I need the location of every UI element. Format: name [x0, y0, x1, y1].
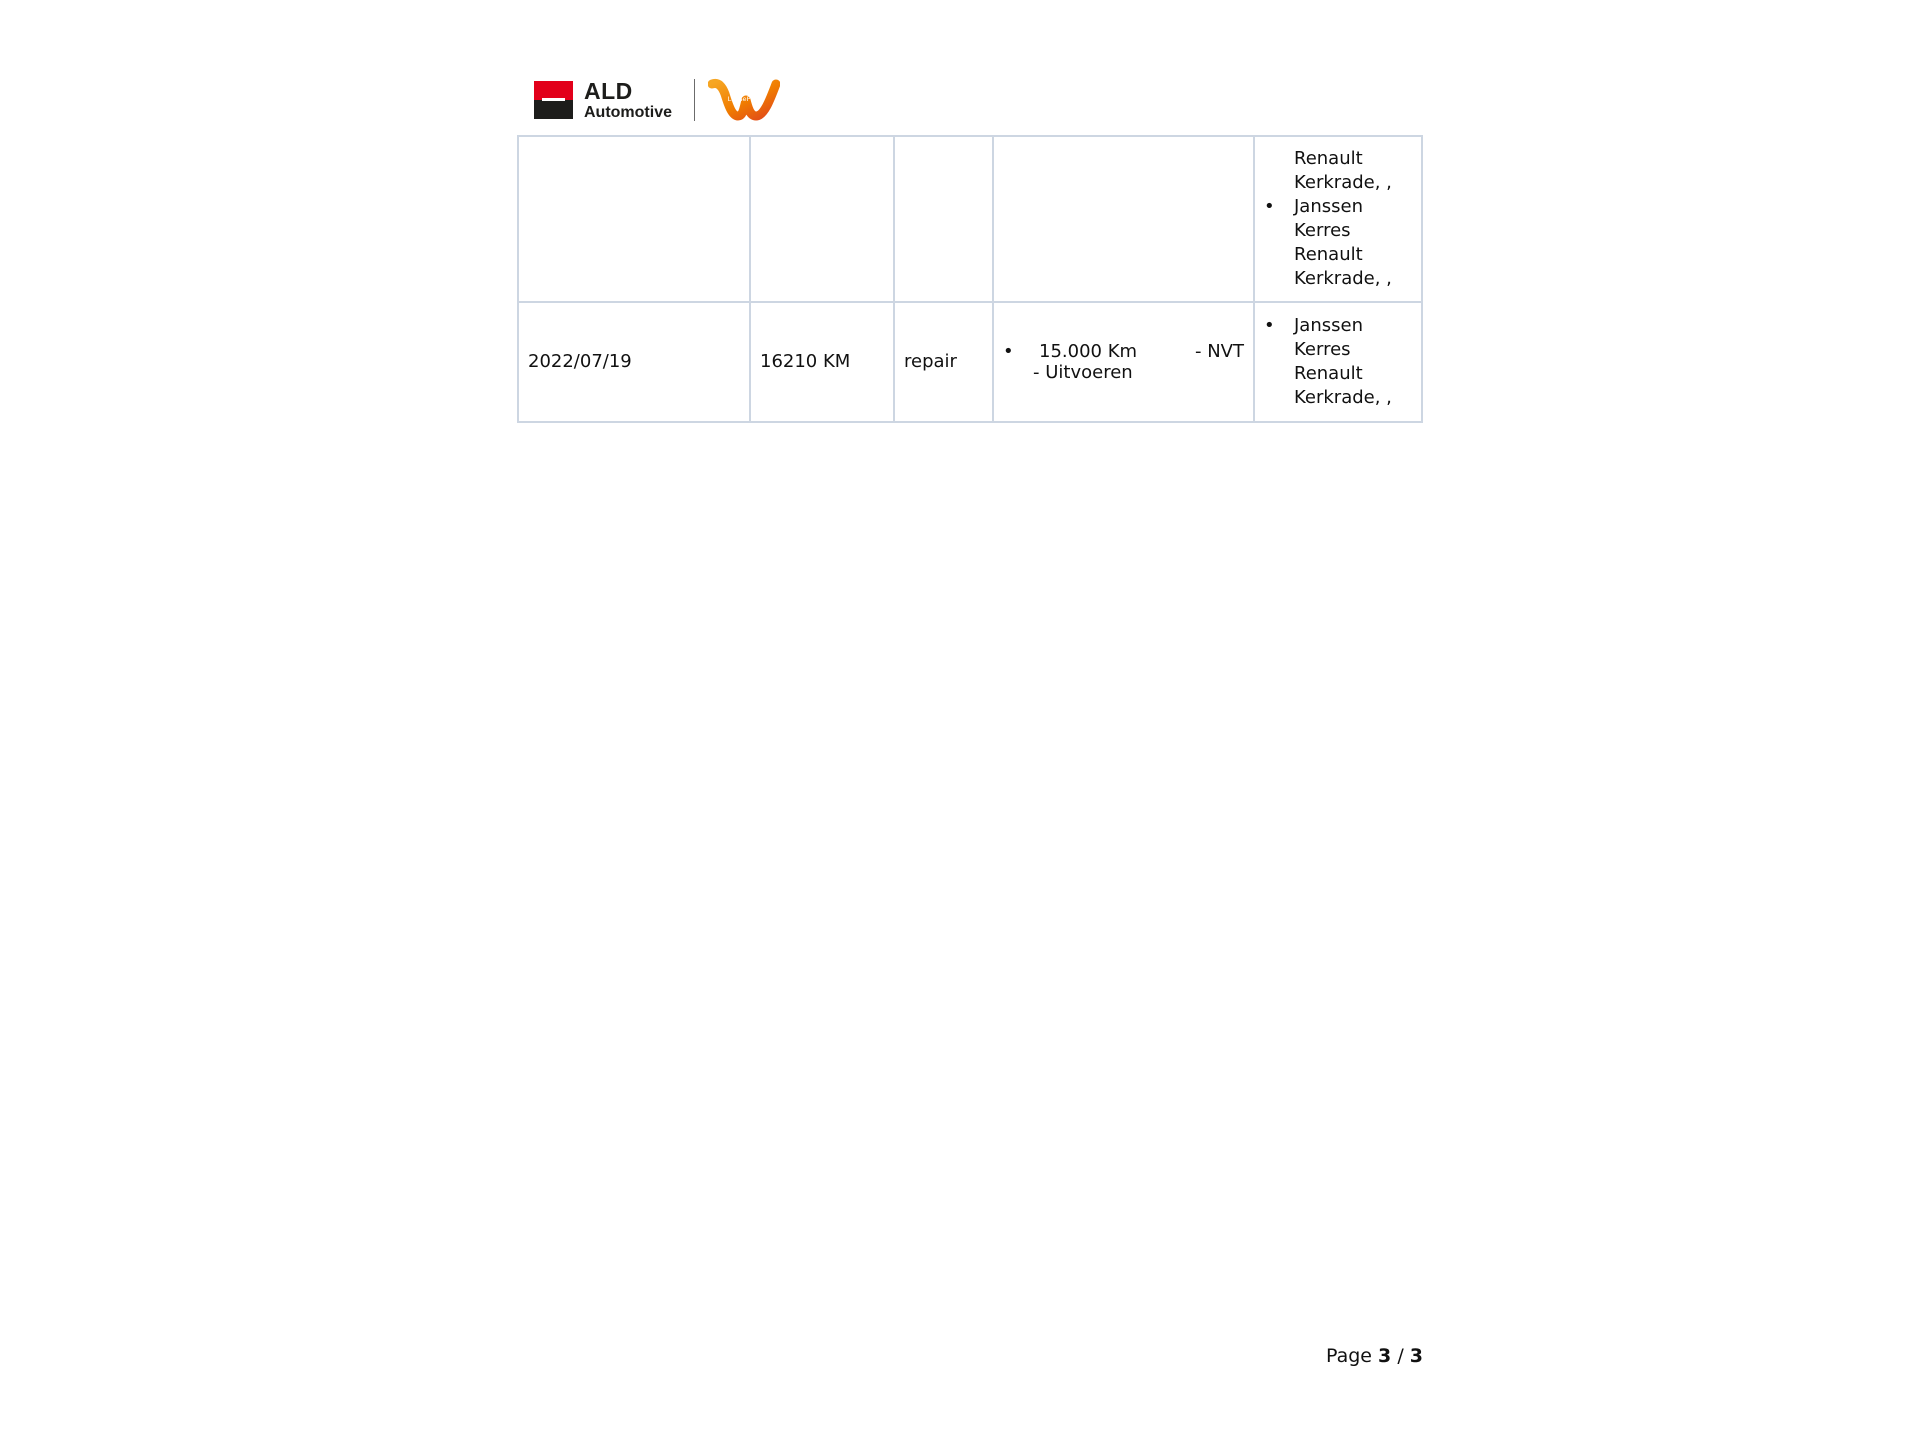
table-row	[518, 136, 1422, 302]
dealer-cell	[1254, 136, 1422, 302]
dealer-line: Renault Kerkrade, ,	[1294, 148, 1392, 193]
leaseplan-logo-text: LeasePlan	[727, 95, 761, 103]
work-item	[1003, 340, 1244, 384]
work-status: - NVT	[1195, 341, 1244, 362]
dealer-line: • Janssen Kerres Renault Kerkrade, ,	[1264, 196, 1392, 289]
work-action: - Uitvoeren	[1033, 362, 1133, 383]
work-cell	[993, 302, 1254, 422]
work-cell	[993, 136, 1254, 302]
date-cell: 2022/07/19	[518, 302, 750, 422]
ald-logo-line1: ALD	[584, 78, 633, 104]
table-row	[518, 302, 1422, 422]
mileage-cell: 16210 KM	[750, 302, 894, 422]
page-label: Page	[1325, 1345, 1372, 1367]
leaseplan-logo-icon	[708, 78, 780, 122]
page-number	[1326, 1345, 1423, 1367]
mileage-cell	[750, 136, 894, 302]
type-cell: repair	[894, 302, 993, 422]
dealer-cell	[1254, 302, 1422, 422]
date-cell	[518, 136, 750, 302]
page-total: 3	[1409, 1345, 1423, 1367]
logo-divider	[694, 79, 695, 121]
page-separator: /	[1397, 1345, 1404, 1367]
page-current: 3	[1378, 1345, 1392, 1367]
ald-logo-mark	[534, 81, 573, 119]
dealer-line: • Janssen Kerres Renault Kerkrade, ,	[1264, 315, 1392, 408]
work-interval: 15.000 Km	[1039, 341, 1138, 362]
ald-logo-text	[584, 80, 672, 121]
maintenance-history-table	[517, 135, 1423, 423]
ald-logo-line2: Automotive	[584, 104, 672, 121]
bullet-icon: •	[1264, 196, 1275, 217]
bullet-icon: •	[1003, 341, 1014, 362]
bullet-icon: •	[1264, 315, 1275, 336]
company-logo	[530, 76, 800, 124]
type-cell	[894, 136, 993, 302]
